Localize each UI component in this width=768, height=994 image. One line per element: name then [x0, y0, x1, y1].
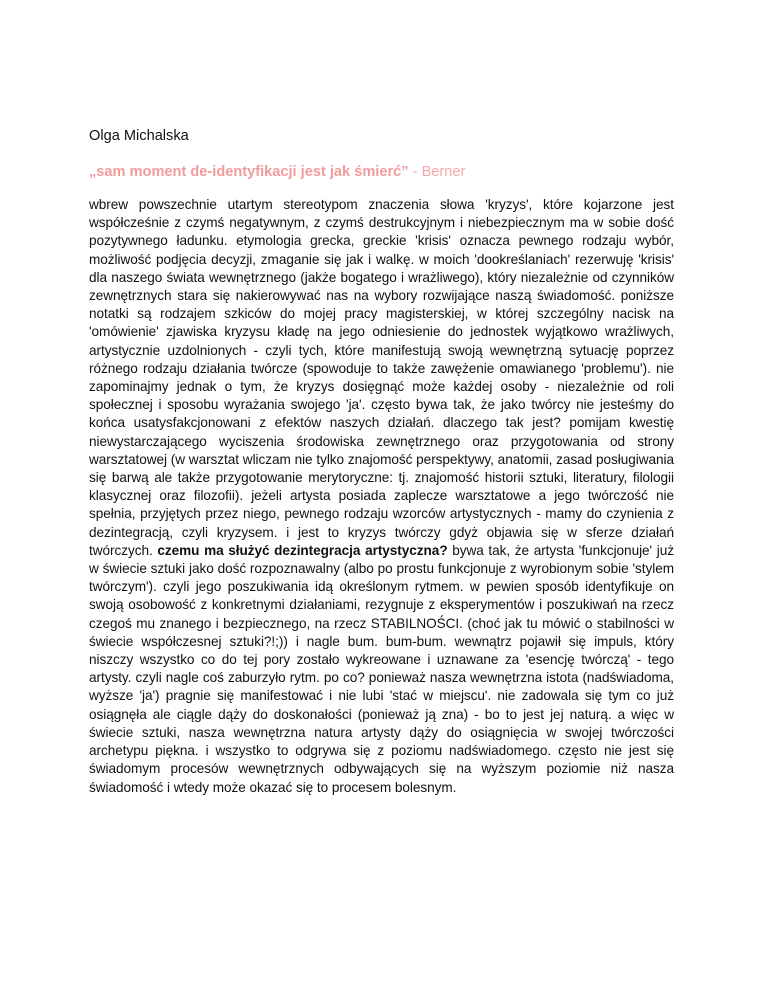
author-name: Olga Michalska — [89, 128, 189, 144]
epigraph-separator: - — [408, 164, 422, 180]
epigraph-attribution: Berner — [421, 164, 466, 180]
epigraph — [89, 162, 674, 182]
document-content — [89, 126, 674, 797]
epigraph-quote: „sam moment de-identyfikacji jest jak śmierć” — [89, 164, 409, 180]
body-bold-question: czemu ma służyć dezintegracja artystyczna? — [157, 542, 448, 558]
body-text-part-2: bywa tak, że artysta 'funkcjonuje' już w świecie sztuki jako dość rozpoznawalny (albo po prostu funkcjonuje z wyrobionym sobie 'stylem twórczym'). czyli jego poszukiwania idą określonym rytmem. w pewien sposób identyfikuje on swoją osobowość z konkretnymi działaniami, rezygnuje z eksperymentów i poszukiwań na rzecz czegoś mu znanego i bezpiecznego, na rzecz STABILNOŚCI. (choć jak tu mówić o stabilności w świecie współczesnej sztuki?!;)) i nagle bum. bum-bum. wewnątrz pojawił się impuls, który niszczy wszystko co do tej pory zostało wykreowane i uznawane za 'esencję twórczą' - tego artysty. czyli nagle coś zaburzyło rytm. po co? ponieważ nasza wewnętrzna istota (nadświadoma, wyższe 'ja') pragnie się manifestować i nie lubi 'stać w miejscu'. nie zadowala się tym co już osiągnęła ale ciągle dąży do doskonałości (ponieważ ją zna) - bo to jest jej naturą. a więc w świecie sztuki, nasza wewnętrzna natura artysty dąży do osiągnięcia w swojej twórczości archetypu piękna. i wszystko to odgrywa się z poziomu nadświadomego. często nie jest się świadomym procesów wewnętrznych odbywających się na wyższym poziomie niż nasza świadomość i wtedy może okazać się to procesem bolesnym. — [89, 542, 674, 795]
body-text-part-1: wbrew powszechnie utartym stereotypom znaczenia słowa 'kryzys', które kojarzone jest współcześnie z czymś negatywnym, z czymś destrukcyjnym i niebezpiecznym ma w sobie dość pozytywnego ładunku. etymologia grecka, greckie 'krisis' oznacza pewnego rodzaju wybór, możliwość podjęcia decyzji, zmaganie się jak i walkę. w moich 'dookreślaniach' rezerwuję 'krisis' dla naszego świata wewnętrznego (jakże bogatego i wrażliwego), który niezależnie od czynników zewnętrznych stara się nakierowywać nas na wybory rozwijające naszą świadomość. poniższe notatki są rodzajem szkiców do mojej pracy magisterskiej, w której szczególny nacisk na 'omówienie' zjawiska kryzysu kładę na jego odniesienie do jednostek wyjątkowo wrażliwych, artystycznie uzdolnionych - czyli tych, które manifestują swoją wewnętrzną sytuację poprzez różnego rodzaju działania twórcze (spowoduje to także zawężenie omawianego 'problemu'). nie zapominajmy jednak o tym, że kryzys dosięgnąć może każdej osoby - niezależnie od roli społecznej i sposobu wyrażania swojego 'ja'. często bywa tak, że jako twórcy nie jesteśmy do końca usatysfakcjonowani z efektów naszych działań. dlaczego tak jest? pomijam kwestię niewystarczającego wyciszenia środowiska zewnętrznego oraz przygotowania od strony warsztatowej (w warsztat wliczam nie tylko znajomość perspektywy, anatomii, zasad posługiwania się barwą ale także przygotowanie merytoryczne: tj. znajomość historii sztuki, literatury, filologii klasycznej oraz filozofii). jeżeli artysta posiada zaplecze warsztatowe a jego twórczość nie spełnia, przyjętych przez niego, pewnego rodzaju wzorców artystycznych - mamy do czynienia z dezintegracją, czyli kryzysem. i jest to kryzys twórczy gdyż objawia się w sferze działań twórczych. — [89, 197, 674, 558]
body-paragraph — [89, 196, 674, 797]
